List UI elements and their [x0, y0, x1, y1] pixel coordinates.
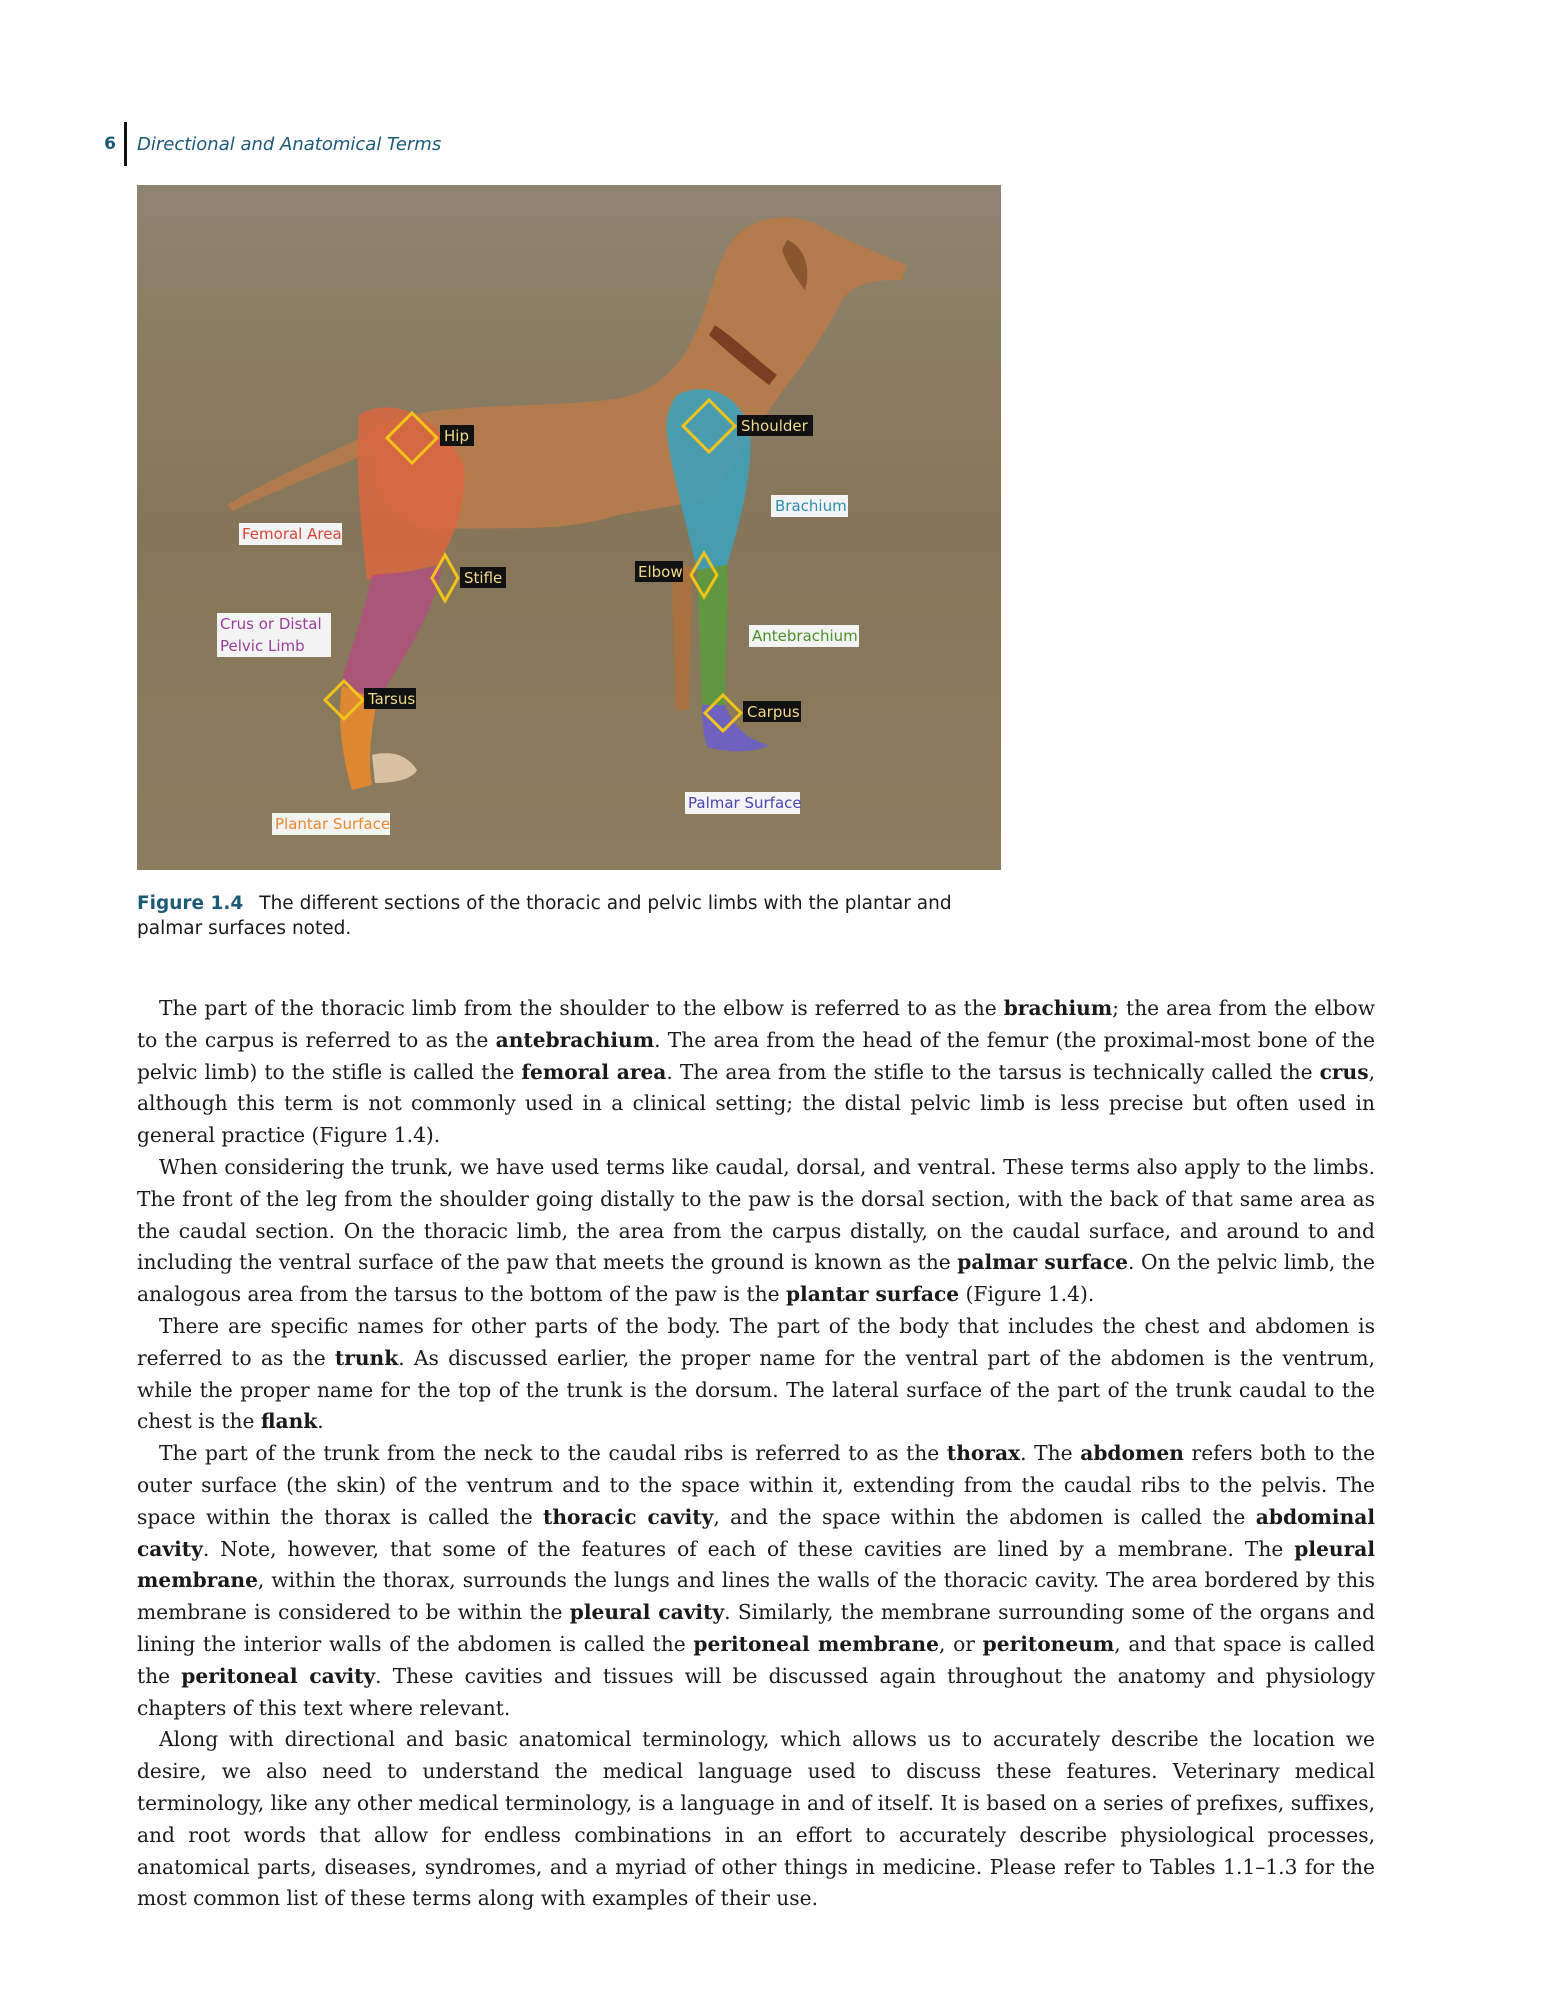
- bold-term: femoral area: [521, 1059, 667, 1084]
- bold-term: antebrachium: [495, 1027, 655, 1052]
- paragraph-text: . The: [1020, 1441, 1081, 1466]
- paragraph-text: , and the space within the abdomen is called the: [713, 1504, 1256, 1529]
- running-title: Directional and Anatomical Terms: [137, 133, 442, 155]
- paragraph-text: ; the area from the elbow to the carpus is referred to as the: [137, 996, 1375, 1052]
- figure-caption: [137, 891, 997, 941]
- dog-limb-figure: [137, 185, 1001, 870]
- paragraph-text: When considering the trunk, we have used terms like caudal, dorsal, and ventral. These terms also apply to the limbs. The front of the leg from the shoulder going distally to the paw is the dorsal section, with the back of that same area as the caudal section. On the thoracic limb, the area from the carpus distally, on the caudal surface, and around to and including the ventral surface of the paw that meets the ground is known as the: [137, 1154, 1375, 1275]
- femoral-area-label: Femoral Area: [242, 525, 342, 543]
- bold-term: thoracic cavity: [543, 1504, 714, 1529]
- figure-label: Figure 1.4: [137, 893, 244, 914]
- paragraph-text: There are specific names for other parts of the body. The part of the body that includes the chest and abdomen is referred to as the: [137, 1313, 1375, 1370]
- bold-term: peritoneal cavity: [181, 1663, 376, 1688]
- page-number: 6: [104, 134, 116, 154]
- paragraph-text: , or: [938, 1631, 983, 1656]
- bold-term: pleural cavity: [569, 1600, 725, 1625]
- shoulder-label: Shoulder: [741, 417, 808, 435]
- paragraph-text: , and that space is called the: [137, 1631, 1375, 1688]
- paragraph-text: . Note, however, that some of the features of each of these cavities are lined by a membrane. The: [202, 1536, 1295, 1561]
- carpus-label: Carpus: [747, 703, 800, 721]
- paragraph-text: . The area from the stifle to the tarsus is technically called the: [666, 1059, 1320, 1084]
- bold-term: thorax: [946, 1441, 1021, 1466]
- bold-term: peritoneal membrane: [693, 1631, 939, 1656]
- bold-term: plantar surface: [785, 1282, 960, 1307]
- body-paragraph: [137, 1311, 1375, 1438]
- front-leg-far: [672, 565, 692, 710]
- antebrachium-label: Antebrachium: [752, 627, 858, 645]
- bold-term: abdomen: [1080, 1441, 1184, 1466]
- paragraph-text: The part of the trunk from the neck to the caudal ribs is referred to as the: [159, 1441, 947, 1466]
- paragraph-text: Along with directional and basic anatomical terminology, which allows us to accurately describe the location we desire, we also need to understand the medical language used to discuss these features. Veterinary medical terminology, like any other medical terminology, is a language in and of itself. It is based on a series of prefixes, suffixes, and root words that allow for endless combinations in an effort to accurately describe physiological processes, anatomical parts, diseases, syndromes, and a myriad of other things in medicine. Please refer to Tables 1.1–1.3 for the most common list of these terms along with examples of their use.: [137, 1727, 1375, 1911]
- bold-term: abdominal cavity: [137, 1504, 1376, 1561]
- paragraph-text: . These cavities and tissues will be discussed again throughout the anatomy and physiology chapters of this text where relevant.: [137, 1663, 1375, 1720]
- paragraph-text: The part of the thoracic limb from the shoulder to the elbow is referred to as the: [159, 996, 1004, 1020]
- paragraph-text: .: [317, 1409, 324, 1434]
- bold-term: crus: [1319, 1059, 1369, 1084]
- stifle-label: Stifle: [464, 569, 503, 587]
- body-text: [137, 993, 1375, 1915]
- header-divider: [124, 122, 127, 166]
- bold-term: peritoneum: [982, 1631, 1115, 1656]
- paragraph-text: . As discussed earlier, the proper name for the ventral part of the abdomen is the ventrum, while the proper name for the top of the trunk is the dorsum. The lateral surface of the part of the trunk caudal to the chest is the: [137, 1345, 1375, 1434]
- bold-term: pleural membrane: [137, 1536, 1375, 1593]
- paragraph-text: , within the thorax, surrounds the lungs and lines the walls of the thoracic cavity. The area bordered by this membrane is considered to be within the: [137, 1568, 1375, 1625]
- body-paragraph: [137, 1724, 1375, 1915]
- antebrachium-region: [697, 565, 728, 705]
- elbow-label: Elbow: [638, 563, 683, 581]
- hip-label: Hip: [444, 427, 469, 445]
- palmar-surface-label: Palmar Surface: [688, 794, 802, 812]
- paragraph-text: , although this term is not commonly used in a clinical setting; the distal pelvic limb is less precise but often used in general practice (Figure 1.4).: [137, 1059, 1376, 1148]
- body-paragraph: [137, 1438, 1375, 1724]
- paragraph-text: refers both to the outer surface (the skin) of the ventrum and to the space within it, extending from the caudal ribs to the pelvis. The space within the thorax is called the: [137, 1441, 1376, 1529]
- paragraph-text: (Figure 1.4).: [959, 1282, 1095, 1307]
- running-head: [98, 122, 441, 166]
- figure-caption-text: The different sections of the thoracic and pelvic limbs with the plantar and palmar surfaces noted.: [137, 893, 952, 939]
- brachium-label: Brachium: [775, 497, 847, 515]
- bold-term: flank: [260, 1409, 318, 1434]
- bold-term: palmar surface: [957, 1250, 1129, 1275]
- plantar-surface-label: Plantar Surface: [275, 815, 391, 833]
- crus-label-line1: Crus or Distal: [220, 615, 322, 633]
- body-paragraph: [137, 1152, 1375, 1311]
- paragraph-text: . Similarly, the membrane surrounding some of the organs and lining the interior walls of the abdomen is called the: [137, 1600, 1375, 1656]
- dog-limb-illustration: [137, 185, 1001, 870]
- bold-term: trunk: [334, 1345, 399, 1370]
- crus-label-line2: Pelvic Limb: [220, 637, 305, 655]
- paragraph-text: . On the pelvic limb, the analogous area from the tarsus to the bottom of the paw is the: [137, 1250, 1375, 1307]
- tarsus-label: Tarsus: [368, 690, 416, 708]
- bold-term: brachium: [1003, 996, 1113, 1020]
- paragraph-text: . The area from the head of the femur (the proximal-most bone of the pelvic limb) to the stifle is called the: [137, 1027, 1375, 1084]
- body-paragraph: [137, 993, 1375, 1152]
